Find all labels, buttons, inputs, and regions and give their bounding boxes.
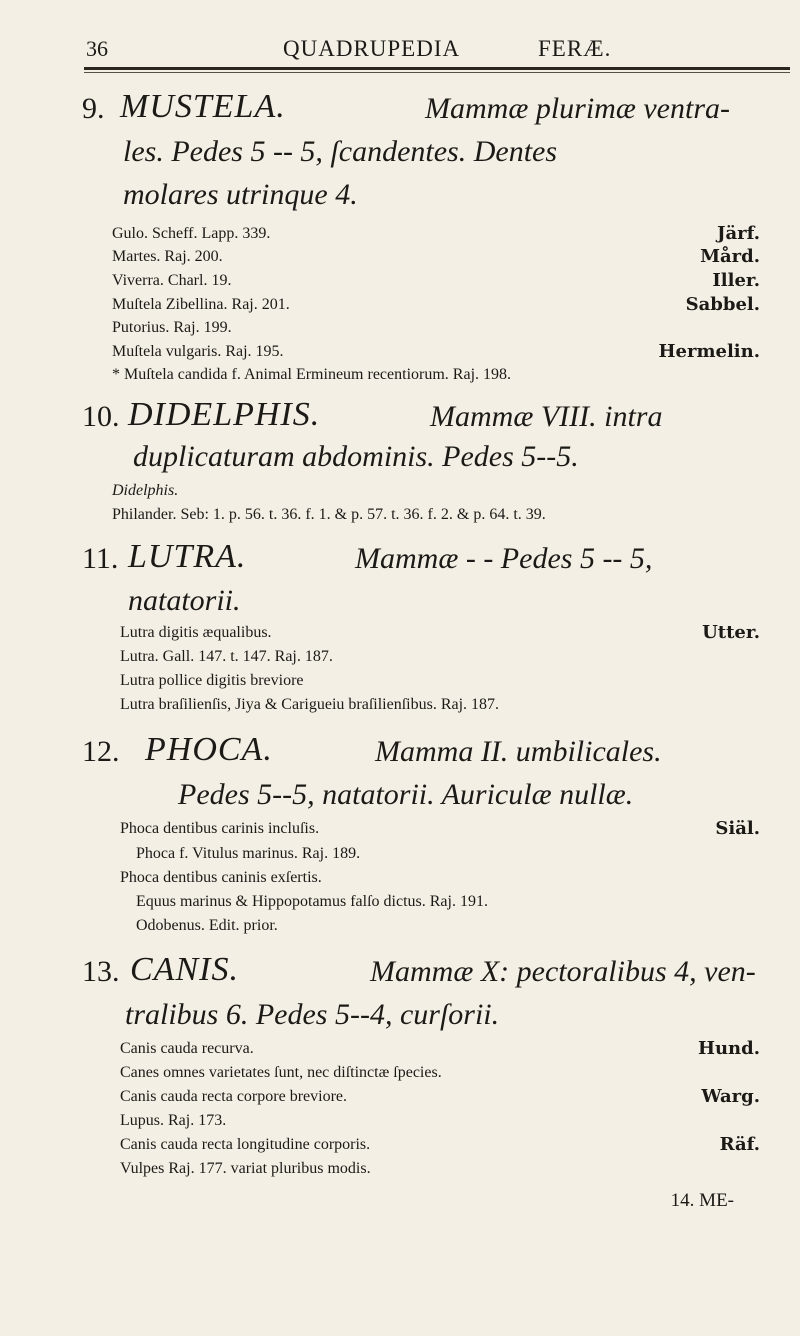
vernacular-name: Iller. [712, 270, 760, 291]
species-line: Lutra braſilienſis, Jiya & Carigueiu braſilienſibus. Raj. 187. [120, 696, 500, 713]
entry-number: 12. [82, 735, 120, 768]
species-line: * Muſtela candida f. Animal Ermineum recentiorum. Raj. 198. [112, 366, 512, 383]
species-line: Phoca dentibus carinis incluſis. [120, 820, 320, 837]
character-line: natatorii. [128, 584, 241, 617]
species-line: Didelphis. [112, 482, 179, 499]
vernacular-name: Mård. [700, 246, 760, 267]
genus-name: CANIS. [130, 951, 239, 988]
species-line: Canis cauda recta corpore breviore. [120, 1088, 347, 1105]
character-line: Pedes 5--5, natatorii. Auriculæ nullæ. [178, 778, 634, 811]
vernacular-name: Utter. [702, 622, 760, 643]
entry-number: 10. [82, 400, 120, 433]
catchword: 14. ME- [670, 1190, 734, 1211]
vernacular-name: Sabbel. [685, 294, 760, 315]
species-line: Muſtela vulgaris. Raj. 195. [112, 343, 284, 360]
section-title: FERÆ. [538, 36, 612, 61]
species-line: Phoca dentibus caninis exſertis. [120, 869, 322, 886]
character-line: molares utrinque 4. [123, 178, 358, 211]
species-line: Canis cauda recurva. [120, 1040, 254, 1057]
running-head [78, 36, 798, 82]
species-line: Putorius. Raj. 199. [112, 319, 232, 336]
species-line: Lutra pollice digitis breviore [120, 672, 304, 689]
species-line: Martes. Raj. 200. [112, 248, 223, 265]
vernacular-name: Järf. [716, 223, 760, 244]
character-line: Mammæ VIII. intra [430, 400, 663, 433]
species-line: Muſtela Zibellina. Raj. 201. [112, 296, 290, 313]
species-line: Canis cauda recta longitudine corporis. [120, 1136, 371, 1153]
page-number: 36 [86, 36, 108, 61]
species-line: Canes omnes varietates ſunt, nec diſtinctæ ſpecies. [120, 1064, 442, 1081]
species-line: Lutra digitis æqualibus. [120, 624, 272, 641]
species-line: Odobenus. Edit. prior. [136, 917, 278, 934]
entry-number: 13. [82, 955, 120, 988]
vernacular-name: Räf. [719, 1134, 760, 1155]
vernacular-name: Hund. [697, 1038, 760, 1059]
header-rule-thin [84, 72, 790, 73]
character-line: Mammæ plurimæ ventra- [425, 92, 730, 125]
running-title: QUADRUPEDIA [283, 36, 461, 61]
character-line: tralibus 6. Pedes 5--4, curſorii. [125, 998, 500, 1031]
species-line: Vulpes Raj. 177. variat pluribus modis. [120, 1160, 371, 1177]
species-line: Phoca f. Vitulus marinus. Raj. 189. [136, 845, 361, 862]
character-line: les. Pedes 5 -- 5, ſcandentes. Dentes [123, 135, 558, 168]
genus-name: DIDELPHIS. [128, 396, 321, 433]
header-rule [84, 67, 790, 70]
species-line: Viverra. Charl. 19. [112, 272, 232, 289]
character-line: Mammæ X: pectoralibus 4, ven- [370, 955, 756, 988]
character-line: Mamma II. umbilicales. [375, 735, 662, 768]
vernacular-name: Warg. [701, 1086, 760, 1107]
vernacular-name: Hermelin. [658, 341, 760, 362]
genus-name: MUSTELA. [120, 88, 286, 125]
entry-number: 9. [82, 92, 105, 125]
character-line: Mammæ - - Pedes 5 -- 5, [355, 542, 653, 575]
species-line: Equus marinus & Hippopotamus falſo dictus. Raj. 191. [136, 893, 488, 910]
species-line: Philander. Seb: 1. p. 56. t. 36. f. 1. & p. 57. t. 36. f. 2. & p. 64. t. 39. [112, 506, 546, 523]
species-line: Gulo. Scheff. Lapp. 339. [112, 225, 271, 242]
species-line: Lupus. Raj. 173. [120, 1112, 227, 1129]
genus-name: LUTRA. [128, 538, 247, 575]
entry-number: 11. [82, 542, 119, 575]
genus-name: PHOCA. [145, 731, 273, 768]
character-line: duplicaturam abdominis. Pedes 5--5. [133, 440, 579, 473]
species-line: Lutra. Gall. 147. t. 147. Raj. 187. [120, 648, 333, 665]
vernacular-name: Siäl. [715, 818, 760, 839]
